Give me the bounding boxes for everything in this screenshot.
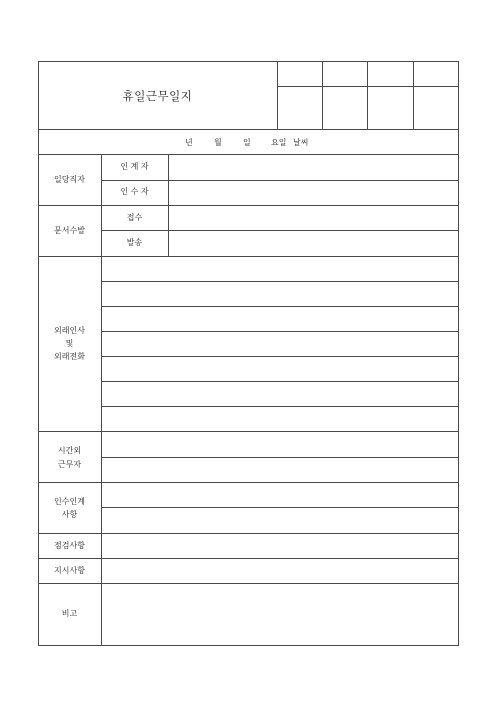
documents-label: 문서수발	[54, 226, 85, 235]
overtime-label-line-2: 근무자	[57, 460, 82, 469]
date-weather-label: 날씨	[293, 138, 309, 147]
handover-receiver-field[interactable]	[169, 181, 458, 205]
approval-sign-box-2[interactable]	[323, 87, 367, 129]
handover-giver-field[interactable]	[169, 155, 458, 180]
sent-field[interactable]	[169, 231, 458, 256]
header-bottom-line	[38, 129, 459, 130]
overtime-entry-area[interactable]	[102, 432, 458, 482]
instructions-label: 지시사항	[54, 566, 85, 575]
approval-title-box-1[interactable]	[278, 62, 322, 86]
sent-label: 발송	[126, 238, 143, 247]
approval-sign-box-1[interactable]	[278, 87, 322, 129]
date-weekday-label: 요일	[271, 138, 287, 147]
instructions-field[interactable]	[102, 559, 458, 583]
visitors-label-line-1: 외래인사	[54, 326, 85, 335]
overtime-label-line-1: 시간외	[57, 446, 82, 455]
date-day-label: 일	[243, 138, 251, 147]
approval-sign-box-3[interactable]	[368, 87, 413, 129]
inspection-label: 점검사항	[54, 541, 85, 550]
handover-notes-area[interactable]	[102, 483, 458, 533]
visitors-entry-area[interactable]	[102, 257, 458, 431]
approval-title-box-4[interactable]	[414, 62, 458, 86]
received-label: 접수	[126, 213, 143, 222]
form-title: 휴일근무일지	[122, 89, 193, 103]
approval-title-box-3[interactable]	[368, 62, 413, 86]
handover-notes-label-line-1: 인수인계	[54, 497, 85, 506]
remarks-label: 비고	[61, 609, 78, 618]
approval-sign-box-4[interactable]	[414, 87, 458, 129]
handover-notes-label-line-2: 사항	[61, 510, 78, 519]
duty-officer-label: 일당직자	[54, 175, 85, 184]
handover-receiver-label: 인 수 자	[120, 187, 149, 196]
handover-giver-label: 인 계 자	[120, 162, 149, 171]
visitors-label-line-2: 및	[65, 339, 74, 348]
inspection-field[interactable]	[102, 534, 458, 558]
date-year-label: 년	[185, 138, 193, 147]
visitors-label-line-3: 외래전화	[54, 352, 85, 361]
remarks-field[interactable]	[102, 584, 458, 645]
received-field[interactable]	[169, 206, 458, 230]
approval-title-box-2[interactable]	[323, 62, 367, 86]
date-month-label: 월	[214, 138, 222, 147]
